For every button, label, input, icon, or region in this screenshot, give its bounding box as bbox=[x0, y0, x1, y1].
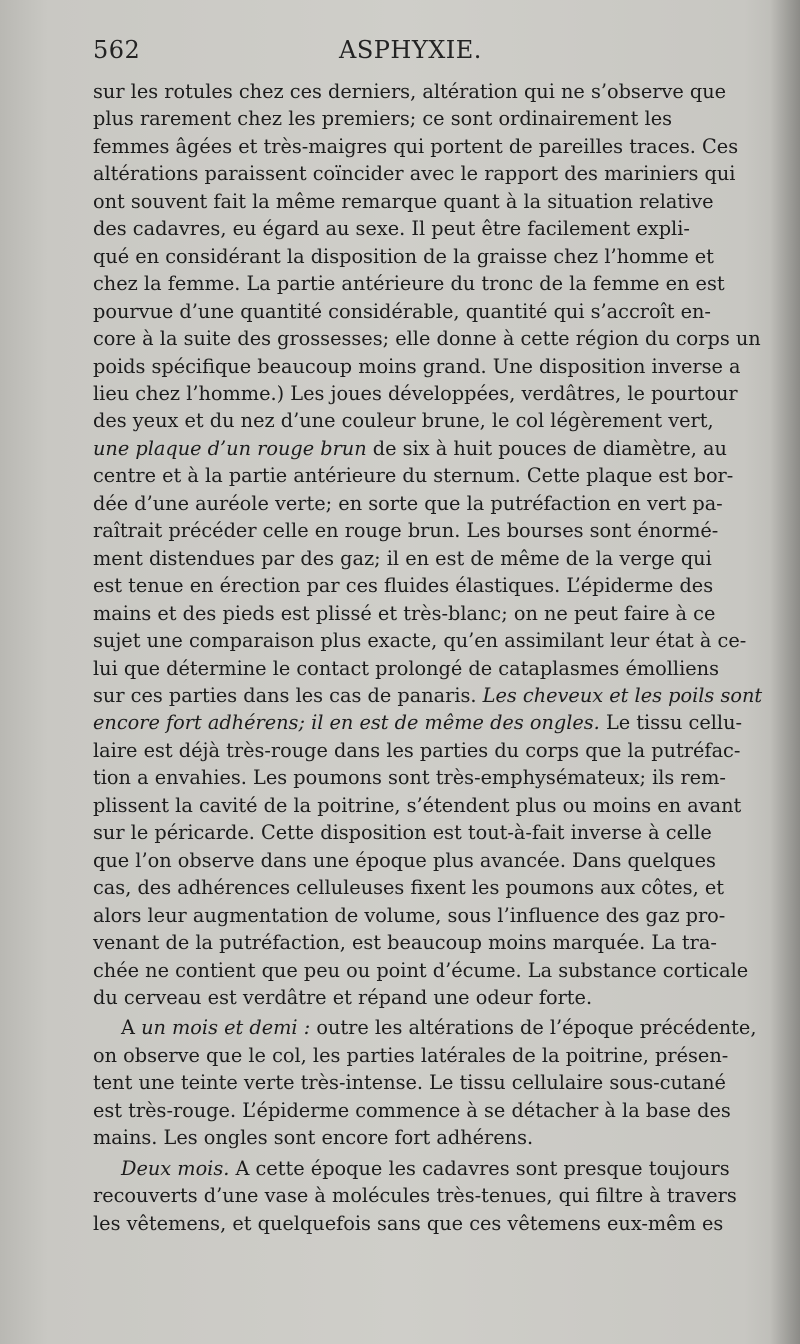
text-line: mains. Les ongles sont encore fort adhérens. bbox=[93, 1126, 534, 1150]
text-line: sujet une comparaison plus exacte, qu’en assimilant leur état à ce- bbox=[93, 629, 747, 653]
running-title: ASPHYXIE. bbox=[339, 36, 482, 64]
text-line: du cerveau est verdâtre et répand une odeur forte. bbox=[93, 985, 593, 1009]
text-line: sur le péricarde. Cette disposition est tout-à-fait inverse à celle bbox=[93, 821, 712, 845]
text-line: raîtrait précéder celle en rouge brun. Les bourses sont énormé- bbox=[93, 519, 719, 543]
paragraph-deux-mois bbox=[93, 1155, 733, 1182]
text-line: sur les rotules chez ces derniers, altération qui ne s’observe que bbox=[93, 80, 727, 103]
page-header bbox=[93, 36, 733, 72]
page-edge-shadow bbox=[770, 0, 800, 1344]
text-line: qué en considérant la disposition de la graisse chez l’homme et bbox=[93, 244, 714, 268]
text-line: dée d’une auréole verte; en sorte que la putréfaction en vert pa- bbox=[93, 491, 723, 515]
text-line: tion a envahies. Les poumons sont très-emphysémateux; ils rem- bbox=[93, 766, 726, 790]
text-run: sur ces parties dans les cas de panaris. bbox=[93, 683, 483, 707]
text-line: chée ne contient que peu ou point d’écume. La substance corticale bbox=[93, 958, 749, 982]
text-run: de six à huit pouces de diamètre, au bbox=[366, 436, 727, 460]
text-line: ont souvent fait la même remarque quant à la situation relative bbox=[93, 189, 714, 213]
text-line: femmes âgées et très-maigres qui portent de pareilles traces. Ces bbox=[93, 134, 739, 158]
text-line: cas, des adhérences celluleuses fixent les poumons aux côtes, et bbox=[93, 876, 724, 900]
text-line: plissent la cavité de la poitrine, s’étendent plus ou moins en avant bbox=[93, 793, 742, 817]
text-line: pourvue d’une quantité considérable, quantité qui s’accroît en- bbox=[93, 299, 711, 323]
text-line: tent une teinte verte très-intense. Le tissu cellulaire sous-cutané bbox=[93, 1071, 726, 1095]
text-line: poids spécifique beaucoup moins grand. Une disposition inverse a bbox=[93, 354, 741, 378]
text-line: laire est déjà très-rouge dans les parties du corps que la putréfac- bbox=[93, 738, 741, 762]
page-number: 562 bbox=[93, 36, 141, 64]
text-line: chez la femme. La partie antérieure du tronc de la femme en est bbox=[93, 272, 725, 296]
text-line: venant de la putréfaction, est beaucoup moins marquée. La tra- bbox=[93, 931, 717, 955]
text-run: A cette époque les cadavres sont presque toujours bbox=[229, 1156, 730, 1180]
text-line: alors leur augmentation de volume, sous l’influence des gaz pro- bbox=[93, 903, 726, 927]
italic-phrase-ongles: encore fort adhérens; il en est de même des ongles. bbox=[93, 711, 600, 735]
italic-phrase-cheveux: Les cheveux et les poils sont bbox=[482, 683, 763, 707]
italic-heading-un-mois-et-demi: un mois et demi : bbox=[141, 1016, 311, 1040]
text-line: les vêtemens, et quelquefois sans que ces vêtemens eux-mêm es bbox=[93, 1211, 724, 1235]
text-line: ment distendues par des gaz; il en est de même de la verge qui bbox=[93, 546, 712, 570]
text-line: plus rarement chez les premiers; ce sont ordinairement les bbox=[93, 107, 673, 131]
text-line: recouverts d’une vase à molécules très-tenues, qui filtre à travers bbox=[93, 1184, 737, 1208]
text-run: A bbox=[121, 1016, 142, 1040]
text-line: des yeux et du nez d’une couleur brune, le col légèrement vert, bbox=[93, 409, 714, 433]
text-line: altérations paraissent coïncider avec le rapport des mariniers qui bbox=[93, 162, 736, 186]
text-line: des cadavres, eu égard au sexe. Il peut être facilement expli- bbox=[93, 217, 690, 241]
text-run: outre les altérations de l’époque précédente, bbox=[310, 1016, 757, 1040]
italic-phrase-plaque: une plaque d’un rouge brun bbox=[93, 436, 367, 460]
text-line: lieu chez l’homme.) Les joues développées, verdâtres, le pourtour bbox=[93, 381, 738, 405]
text-line: lui que détermine le contact prolongé de cataplasmes émolliens bbox=[93, 656, 719, 680]
text-line: est très-rouge. L’épiderme commence à se détacher à la base des bbox=[93, 1098, 731, 1122]
body-text bbox=[93, 78, 763, 1237]
text-line-ongles bbox=[93, 709, 743, 736]
text-line: que l’on observe dans une époque plus avancée. Dans quelques bbox=[93, 848, 716, 872]
text-run: Le tissu cellu- bbox=[599, 711, 743, 735]
italic-heading-deux-mois: Deux mois. bbox=[121, 1156, 230, 1180]
text-line-cheveux bbox=[93, 682, 763, 709]
text-line: centre et à la partie antérieure du sternum. Cette plaque est bor- bbox=[93, 464, 734, 488]
paragraph-un-mois-et-demi bbox=[93, 1014, 757, 1041]
text-line-plaque bbox=[93, 435, 733, 462]
text-line: core à la suite des grossesses; elle donne à cette région du corps un bbox=[93, 327, 761, 351]
text-line: on observe que le col, les parties latérales de la poitrine, présen- bbox=[93, 1043, 729, 1067]
text-line: mains et des pieds est plissé et très-blanc; on ne peut faire à ce bbox=[93, 601, 716, 625]
text-line: est tenue en érection par ces fluides élastiques. L’épiderme des bbox=[93, 574, 714, 598]
